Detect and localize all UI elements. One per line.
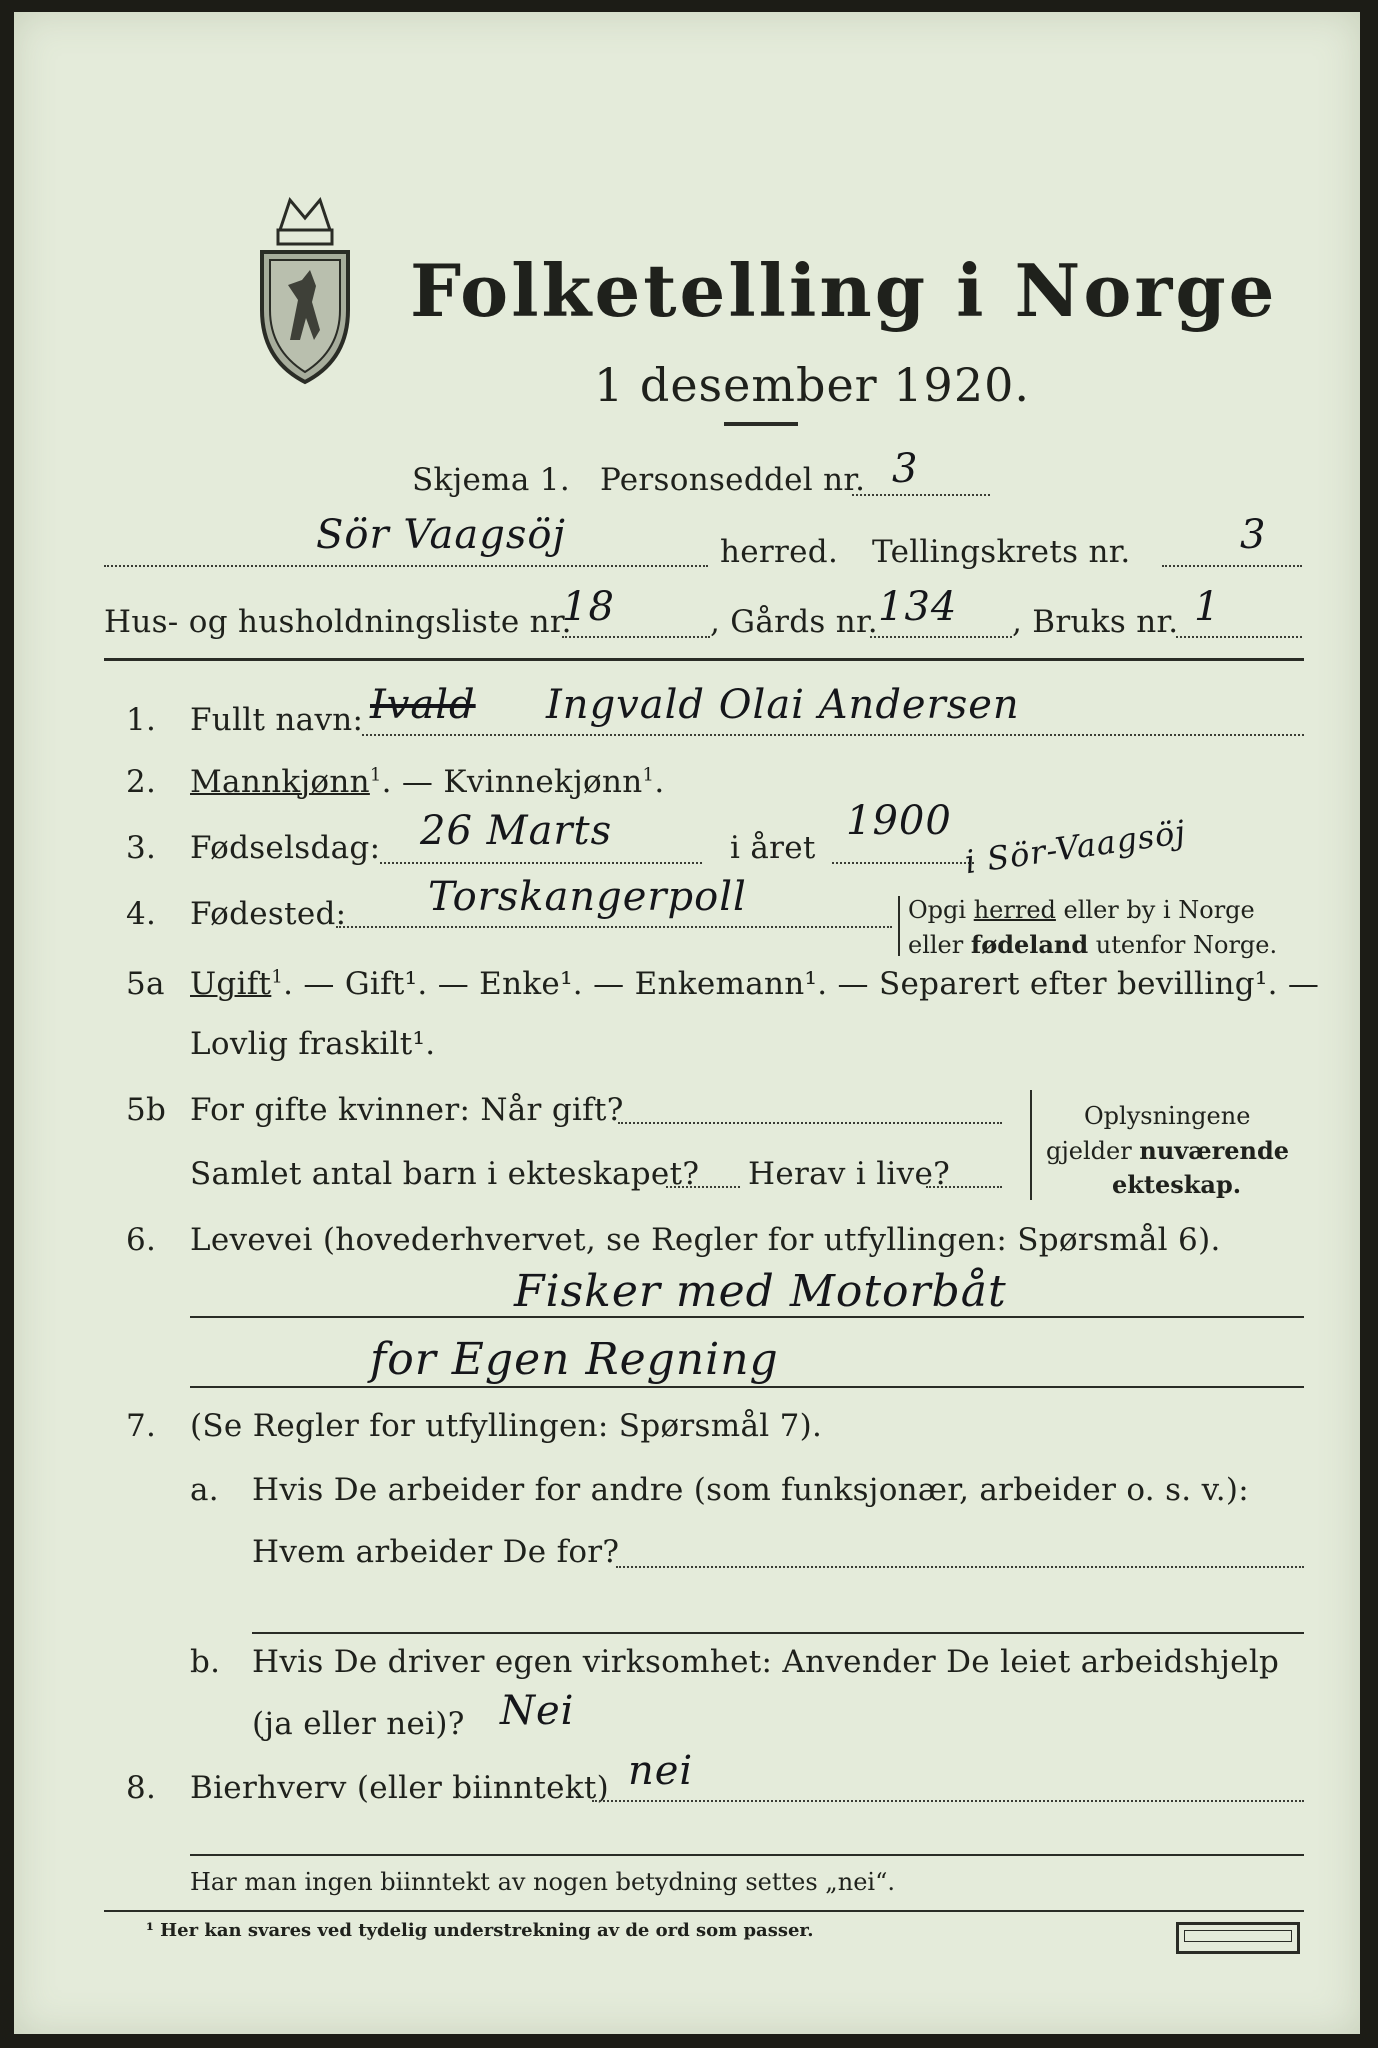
bruks-line xyxy=(1176,636,1302,638)
q2-male-option[interactable]: Mannkjønn xyxy=(190,764,370,800)
q2-female-option[interactable]: Kvinnekjønn xyxy=(443,764,643,800)
census-date: 1 desember 1920. xyxy=(594,358,1030,412)
herred-line xyxy=(104,565,708,567)
q5b-label: For gifte kvinner: Når gift? xyxy=(190,1092,624,1128)
q1-number: 1. xyxy=(126,702,157,738)
q5a-fraskilt-option[interactable]: Lovlig fraskilt¹. xyxy=(190,1026,436,1062)
q5b-brace xyxy=(1030,1090,1032,1200)
q4-label: Fødested: xyxy=(190,896,347,932)
q3-year-value[interactable]: 1900 xyxy=(846,798,952,844)
husholdningsliste-label: Hus- og husholdningsliste nr. xyxy=(104,604,572,640)
q3-label: Fødselsdag: xyxy=(190,830,381,866)
q3-year-label: i året xyxy=(730,830,816,866)
q5b-gift-line xyxy=(618,1122,1002,1124)
q4-value[interactable]: Torskangerpoll xyxy=(428,874,747,920)
q7b-label: Hvis De driver egen virksomhet: Anvender De leiet arbeidshjelp xyxy=(252,1644,1280,1680)
q6-value-line2[interactable]: for Egen Regning xyxy=(370,1334,779,1385)
q2-options: Mannkjønn$^1$. — Kvinnekjønn$^1$. xyxy=(190,764,665,800)
q8-number: 8. xyxy=(126,1770,157,1806)
q6-value-line1[interactable]: Fisker med Motorbåt xyxy=(514,1266,1007,1317)
q6-label: Levevei (hovederhvervet, se Regler for utfyllingen: Spørsmål 6). xyxy=(190,1222,1221,1258)
q5b-barn-label: Samlet antal barn i ekteskapet? xyxy=(190,1156,700,1192)
q8-line2 xyxy=(190,1854,1304,1856)
q3-value[interactable]: 26 Marts xyxy=(420,808,613,854)
q4-note-line2: eller fødeland utenfor Norge. xyxy=(908,930,1278,959)
personseddel-label: Personseddel nr. xyxy=(600,462,866,498)
q5a-options: Ugift$^1$. — Gift¹. — Enke¹. — Enkemann¹. — Separert efter bevilling¹. — xyxy=(190,966,1320,1002)
q5b-number: 5b xyxy=(126,1092,167,1128)
q6-line2 xyxy=(190,1386,1304,1388)
gards-value[interactable]: 134 xyxy=(878,584,958,630)
q4-number: 4. xyxy=(126,896,157,932)
q8-value[interactable]: nei xyxy=(628,1748,694,1794)
husholdningsliste-line xyxy=(562,636,710,638)
q6-number: 6. xyxy=(126,1222,157,1258)
census-form-sheet xyxy=(14,12,1360,2034)
printer-stamp xyxy=(1176,1922,1300,1954)
q5b-live-label: Herav i live? xyxy=(748,1156,951,1192)
q4-note-line1: Opgi herred eller by i Norge xyxy=(908,896,1255,924)
footer-rule xyxy=(104,1910,1304,1912)
footnote: ¹ Her kan svares ved tydelig understrekning av de ord som passer. xyxy=(146,1920,814,1941)
q5b-note-line3: ekteskap. xyxy=(1112,1170,1242,1199)
biinntekt-note: Har man ingen biinntekt av nogen betydning settes „nei“. xyxy=(190,1868,895,1896)
q4-line xyxy=(336,926,892,928)
q3-number: 3. xyxy=(126,830,157,866)
q2-number: 2. xyxy=(126,764,157,800)
personseddel-value[interactable]: 3 xyxy=(892,446,919,492)
bruks-value[interactable]: 1 xyxy=(1194,584,1221,630)
bruks-label: , Bruks nr. xyxy=(1012,604,1179,640)
header-rule xyxy=(104,658,1304,661)
title-divider xyxy=(724,422,798,426)
q5a-number: 5a xyxy=(126,966,165,1002)
herred-value[interactable]: Sör Vaagsöj xyxy=(316,512,566,558)
tellingskrets-value[interactable]: 3 xyxy=(1240,512,1267,558)
q1-line xyxy=(362,734,1304,736)
q7a-letter: a. xyxy=(190,1472,219,1508)
q7-label: (Se Regler for utfyllingen: Spørsmål 7). xyxy=(190,1408,823,1444)
q5b-live-line xyxy=(926,1186,1002,1188)
gards-label: , Gårds nr. xyxy=(710,604,878,640)
q7a-label: Hvis De arbeider for andre (som funksjonær, arbeider o. s. v.): xyxy=(252,1472,1250,1508)
q7b-line2-label: (ja eller nei)? xyxy=(252,1706,465,1742)
herred-label: herred. xyxy=(720,534,839,570)
q7-number: 7. xyxy=(126,1408,157,1444)
husholdningsliste-value[interactable]: 18 xyxy=(562,584,615,630)
q5b-note-line1: Oplysningene xyxy=(1084,1102,1251,1130)
tellingskrets-line xyxy=(1162,565,1302,567)
q1-struck-name: Ivald xyxy=(370,682,476,728)
coat-of-arms-icon xyxy=(250,190,360,386)
q7a-line1 xyxy=(616,1566,1304,1568)
q8-line1 xyxy=(592,1800,1304,1802)
q4-extra-value[interactable]: i Sör-Vaagsöj xyxy=(962,812,1189,882)
q7b-letter: b. xyxy=(190,1644,221,1680)
q3-year-line xyxy=(832,862,974,864)
q3-date-line xyxy=(380,862,702,864)
q5a-ugift-option[interactable]: Ugift xyxy=(190,966,272,1002)
q1-label: Fullt navn: xyxy=(190,702,364,738)
form-title: Folketelling i Norge xyxy=(410,248,1278,333)
q7a-line2 xyxy=(252,1632,1304,1634)
q7a-line2-label: Hvem arbeider De for? xyxy=(252,1534,620,1570)
q4-brace xyxy=(898,896,900,956)
q5b-barn-line xyxy=(666,1186,740,1188)
tellingskrets-label: Tellingskrets nr. xyxy=(872,534,1131,570)
q7b-value[interactable]: Nei xyxy=(500,1688,575,1734)
q8-label: Bierhverv (eller biinntekt) xyxy=(190,1770,610,1806)
gards-line xyxy=(870,636,1012,638)
personseddel-line xyxy=(852,494,990,496)
q1-value[interactable]: Ingvald Olai Andersen xyxy=(546,682,1020,728)
printer-stamp-inner xyxy=(1184,1930,1292,1942)
skjema-label: Skjema 1. xyxy=(412,462,570,498)
q5b-note-line2: gjelder nuværende xyxy=(1046,1136,1290,1165)
